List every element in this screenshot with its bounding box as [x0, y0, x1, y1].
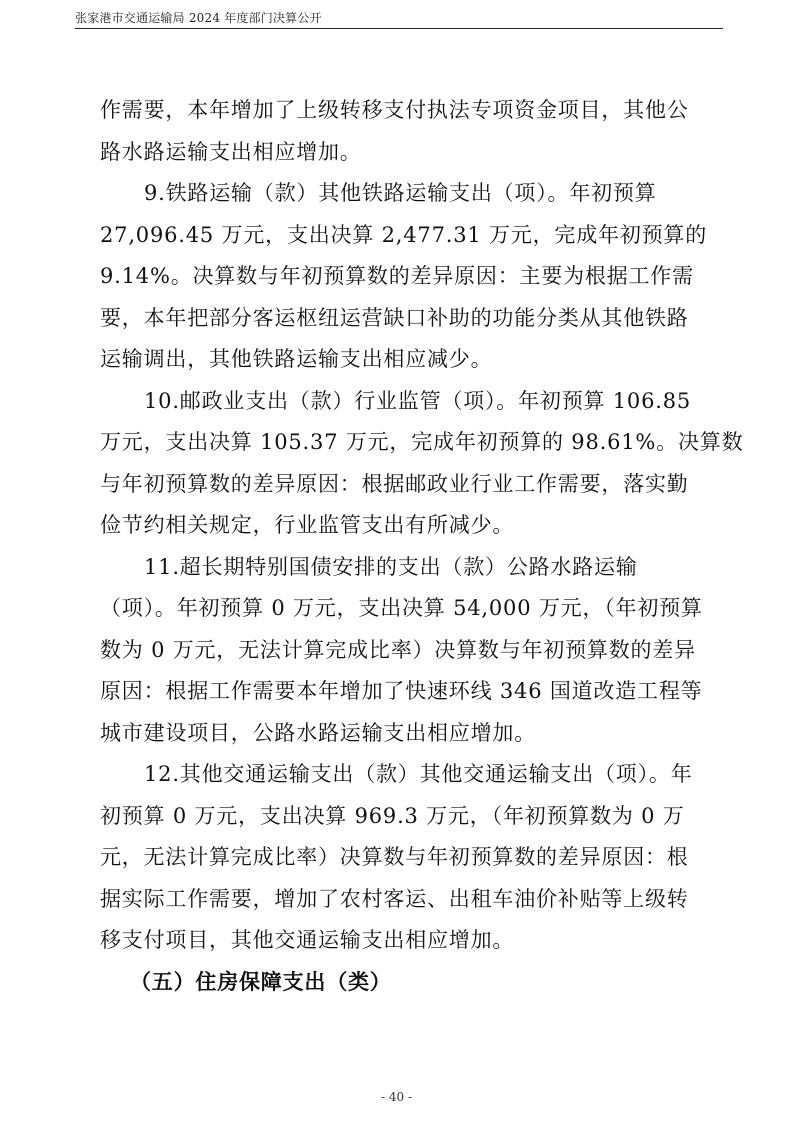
section-heading: （五）住房保障支出（类） [130, 969, 392, 994]
paragraph-line: 万元，支出决算 105.37 万元，完成年初预算的 98.61%。决算数 [100, 430, 744, 454]
paragraph-line: 城市建设项目，公路水路运输支出相应增加。 [100, 720, 536, 745]
paragraph-line: 要，本年把部分客运枢纽运营缺口补助的功能分类从其他铁路 [100, 305, 689, 330]
paragraph-line: 运输调出，其他铁路运输支出相应减少。 [100, 347, 493, 371]
paragraph-line: 原因：根据工作需要本年增加了快速环线 346 国道改造工程等 [100, 679, 703, 703]
paragraph-line: 数为 0 万元，无法计算完成比率）决算数与年初预算数的差异 [100, 637, 696, 662]
paragraph-line: 11.超长期特别国债安排的支出（款）公路水路运输 [144, 554, 638, 579]
paragraph-line: 27,096.45 万元，支出决算 2,477.31 万元，完成年初预算的 [100, 222, 708, 247]
document-body [100, 90, 744, 1003]
paragraph-line: 与年初预算数的差异原因：根据邮政业行业工作需要，落实勤 [100, 471, 689, 496]
paragraph-line: 俭节约相关规定，行业监管支出有所减少。 [100, 513, 515, 537]
paragraph-line: 9.14%。决算数与年初预算数的差异原因：主要为根据工作需 [100, 264, 694, 288]
page-header: 张家港市交通运输局 2024 年度部门决算公开 [75, 8, 723, 29]
paragraph-line: 据实际工作需要，增加了农村客运、出租车油价补贴等上级转 [100, 886, 689, 911]
paragraph-line: 10.邮政业支出（款）行业监管（项）。年初预算 106.85 [144, 388, 692, 413]
paragraph-line: 12.其他交通运输支出（款）其他交通运输支出（项）。年 [144, 762, 693, 786]
paragraph-line: 作需要，本年增加了上级转移支付执法专项资金项目，其他公 [100, 98, 689, 122]
paragraph-line: 移支付项目，其他交通运输支出相应增加。 [100, 928, 515, 952]
paragraph-line: 初预算 0 万元，支出决算 969.3 万元，（年初预算数为 0 万 [100, 803, 685, 828]
paragraph-line: （项）。年初预算 0 万元，支出决算 54,000 万元，（年初预算 [100, 596, 703, 620]
page-number: - 40 - [380, 1090, 412, 1104]
paragraph-line: 元，无法计算完成比率）决算数与年初预算数的差异原因：根 [100, 845, 689, 869]
paragraph-line: 路水路运输支出相应增加。 [100, 139, 362, 164]
paragraph-line: 9.铁路运输（款）其他铁路运输支出（项）。年初预算 [144, 181, 657, 205]
